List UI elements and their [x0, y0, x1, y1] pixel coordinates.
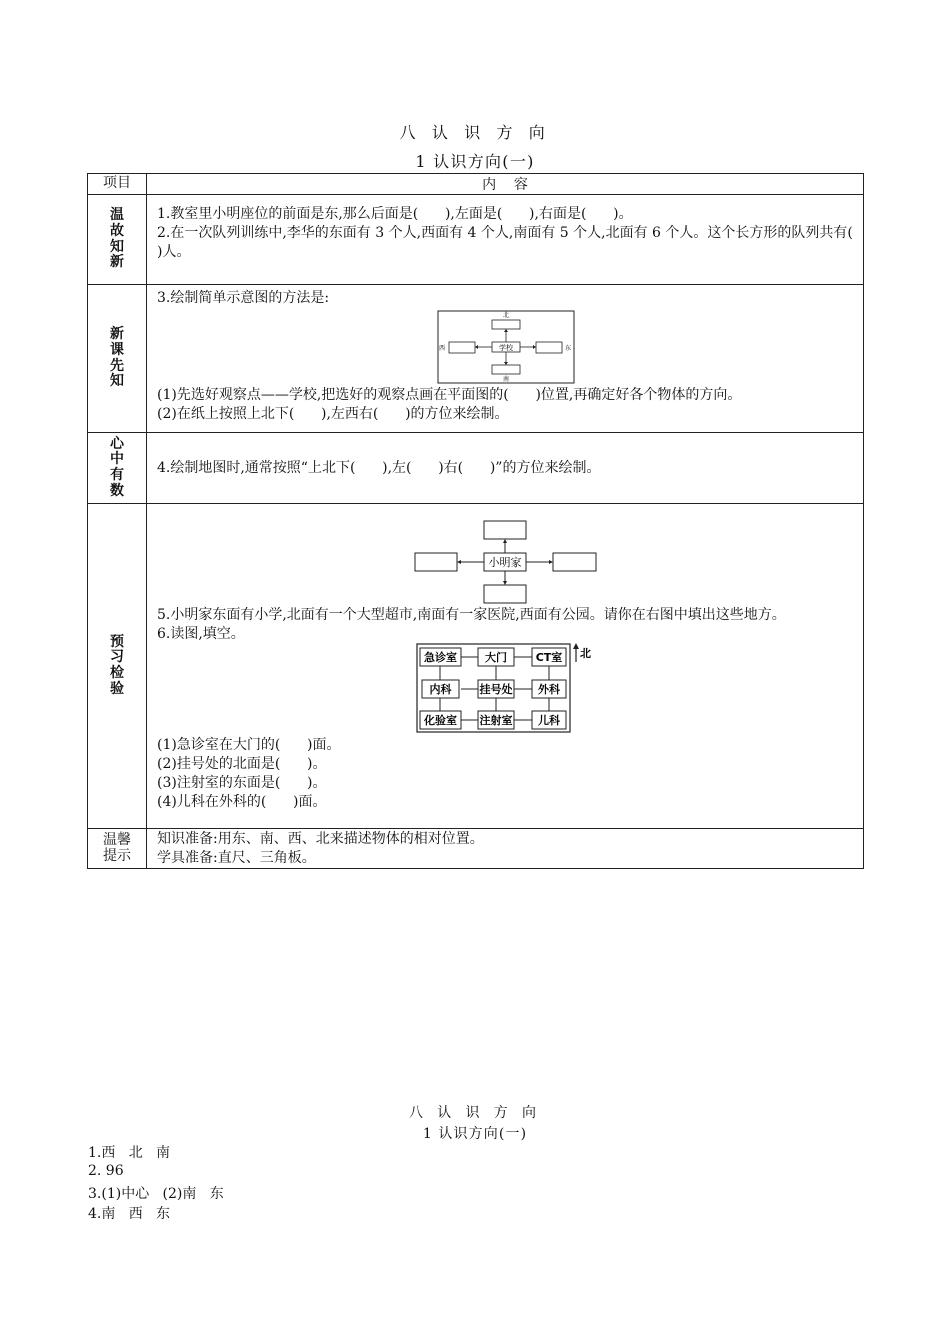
question-6-2: (2)挂号处的北面是( )。	[157, 756, 327, 772]
question-6-3: (3)注射室的东面是( )。	[157, 775, 327, 791]
question-3: 3.绘制简单示意图的方法是:	[157, 290, 330, 306]
school-direction-diagram	[437, 310, 575, 384]
question-2: 2.在一次队列训练中,李华的东面有 3 个人,西面有 4 个人,南面有 5 个人,北面有 6 个人。这个长方形的队列共有( )人。	[157, 225, 880, 260]
north-arrow-icon	[573, 643, 579, 649]
question-1: 1.教室里小明座位的前面是东,那么后面是( ),左面是( ),右面是( )。	[157, 206, 633, 222]
north-label: 北	[502, 312, 510, 319]
preview-table	[87, 173, 880, 869]
header-item: 项目	[88, 174, 147, 195]
home-label: 小明家	[488, 556, 522, 569]
tip-tools: 学具准备:直尺、三角板。	[157, 850, 316, 866]
lesson-title: 1 认识方向(一)	[415, 152, 535, 171]
room-gate: 大门	[485, 651, 507, 664]
answer-line: 4.南 西 东	[88, 1206, 171, 1222]
table-row	[88, 829, 864, 869]
room-injection: 注射室	[479, 714, 513, 727]
table-row	[88, 504, 864, 829]
table-row	[88, 195, 864, 285]
question-5: 5.小明家东面有小学,北面有一个大型超市,南面有一家医院,西面有公园。请你在右图中填出这些地方。	[157, 607, 786, 623]
room-registration: 挂号处	[479, 683, 513, 696]
row-label: 温故知新	[109, 207, 124, 271]
room-pediatrics: 儿科	[538, 714, 560, 727]
answer-line: 3.(1)中心 (2)南 东	[88, 1186, 224, 1202]
west-label: 西	[438, 345, 446, 352]
question-3-1: (1)先选好观察点——学校,把选好的观察点画在平面图的( )位置,再确定好各个物体的方向。	[157, 387, 742, 403]
room-surgery: 外科	[538, 683, 560, 696]
header-content: 内 容	[147, 174, 864, 195]
table-header-row	[88, 174, 864, 195]
answer-lesson-title: 1 认识方向(一)	[422, 1126, 528, 1142]
answer-line: 1.西 北 南	[88, 1145, 171, 1161]
north-label: 北	[580, 647, 591, 660]
xiaoming-home-diagram	[414, 520, 598, 604]
room-internal: 内科	[429, 683, 452, 696]
answer-line: 2. 96	[88, 1163, 124, 1179]
south-label: 南	[502, 376, 510, 383]
room-lab: 化验室	[424, 714, 457, 727]
question-4: 4.绘制地图时,通常按照“上北下( ),左( )右( )”的方位来绘制。	[157, 459, 601, 476]
question-6: 6.读图,填空。	[157, 626, 245, 642]
row-label: 预习检验	[109, 633, 124, 697]
room-ct: CT室	[535, 651, 563, 664]
row-label: 温馨提示	[103, 831, 131, 864]
row-label: 新课先知	[109, 326, 124, 390]
tip-knowledge: 知识准备:用东、南、西、北来描述物体的相对位置。	[157, 831, 484, 847]
hospital-diagram	[416, 642, 596, 734]
chapter-title: 八 认 识 方 向	[399, 123, 551, 142]
question-6-1: (1)急诊室在大门的( )面。	[157, 737, 341, 753]
row-label: 心中有数	[109, 435, 124, 499]
question-3-2: (2)在纸上按照上北下( ),左西右( )的方位来绘制。	[157, 406, 509, 422]
school-label: 学校	[499, 344, 513, 352]
answer-chapter-title: 八 认 识 方 向	[409, 1105, 541, 1121]
table-row	[88, 433, 864, 504]
room-emergency: 急诊室	[424, 651, 457, 664]
question-6-4: (4)儿科在外科的( )面。	[157, 794, 327, 810]
east-label: 东	[564, 345, 572, 352]
table-row	[88, 285, 864, 433]
